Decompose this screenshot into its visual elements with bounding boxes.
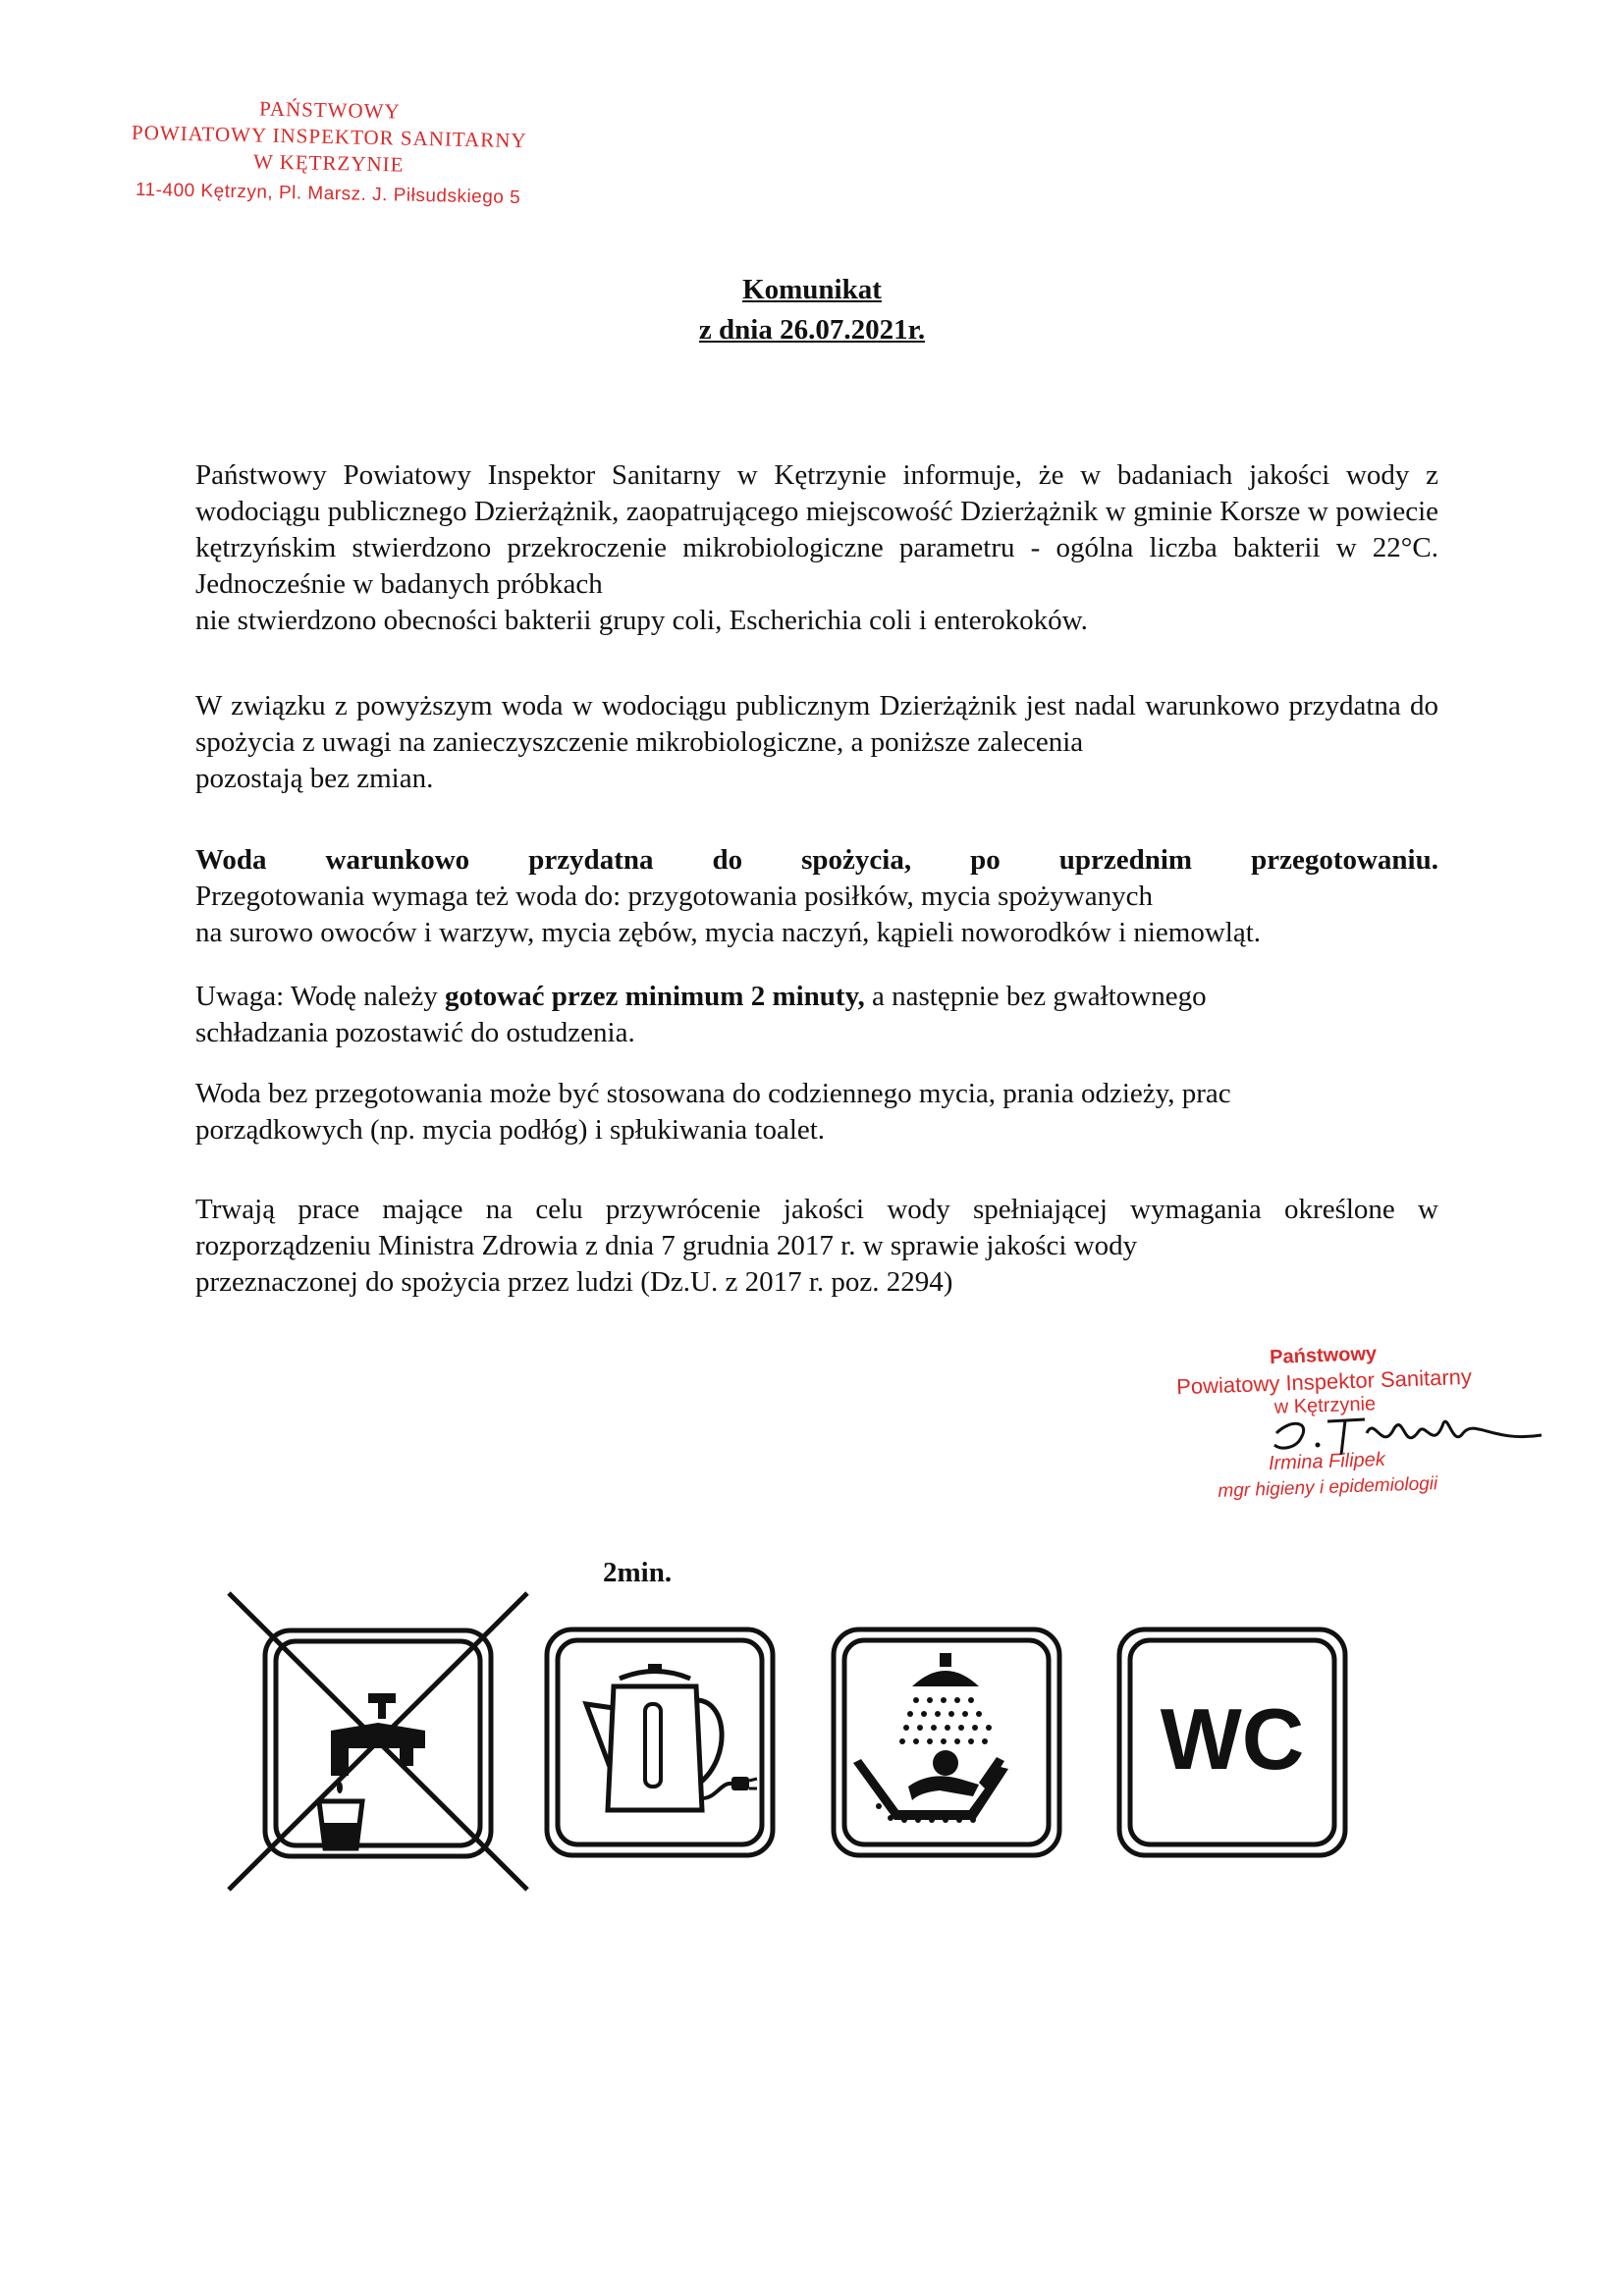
heading-word: do <box>712 844 743 876</box>
paragraph-warning <box>195 979 1438 1051</box>
paragraph-body: Przegotowania wymaga też woda do: przygotowania posiłków, mycia spożywanych <box>195 881 1153 912</box>
paragraph-body: Trwają prace mające na celu przywrócenie jakości wody spełniającej wymagania określone w rozporządzeniu Ministra Zdrowia z dnia 7 grudnia 2017 r. w sprawie jakości wody <box>195 1194 1438 1261</box>
stamp-line: POWIATOWY INSPEKTOR SANITARNY <box>131 120 527 153</box>
stamp-line: Powiatowy Inspektor Sanitarny <box>1175 1363 1473 1400</box>
stamp-address: 11-400 Kętrzyn, Pl. Marsz. J. Piłsudskiego 5 <box>135 179 521 209</box>
heading-word: przegotowaniu. <box>1251 844 1438 876</box>
heading-word: Woda <box>195 844 267 876</box>
wc-text: WC <box>1160 1690 1305 1788</box>
paragraph-ongoing-work <box>195 1192 1438 1301</box>
handwritten-signature <box>1257 1394 1551 1472</box>
warning-prefix: Uwaga: Wodę należy <box>195 981 446 1012</box>
heading-word: spożycia, <box>801 844 912 876</box>
boiling-heading <box>195 842 1438 879</box>
paragraph-body: Państwowy Powiatowy Inspektor Sanitarny w Kętrzynie informuje, że w badaniach jakości wody z wodociągu publicznego Dzierżążnik, zaopatrującego miejscowość Dzierżążnik w gminie Korsze w powiecie kętrzyńskim stwierdzono przekroczenie mikrobiologiczne parametru - ogólna liczba bakterii w 22°C. Jednocześnie w badanych próbkach <box>195 459 1438 600</box>
warning-bold: gotować przez minimum 2 minuty, <box>445 981 865 1012</box>
paragraph-boiling-requirement <box>195 842 1438 951</box>
paragraph-body: W związku z powyższym woda w wodociągu publicznym Dzierżążnik jest nadal warunkowo przydatna do spożycia z uwagi na zanieczyszczenie mikrobiologiczne, a poniższe zalecenia <box>195 690 1438 758</box>
signatory-name: Irmina Filipek <box>1268 1448 1386 1475</box>
paragraph-last-line: przeznaczonej do spożycia przez ludzi (Dz.U. z 2017 r. poz. 2294) <box>195 1266 953 1298</box>
no-tap-water-icon <box>221 1583 535 1897</box>
document-title: Komunikat <box>742 274 882 305</box>
paragraph-findings <box>195 457 1438 639</box>
heading-word: uprzednim <box>1058 844 1193 876</box>
stamp-line: Państwowy <box>1269 1343 1378 1368</box>
office-stamp <box>97 93 561 210</box>
paragraph-last-line: na surowo owoców i warzyw, mycia zębów, mycia naczyń, kąpieli noworodków i niemowląt. <box>195 917 1262 948</box>
document-date: z dnia 26.07.2021r. <box>698 314 926 346</box>
heading-word: po <box>970 844 1001 876</box>
paragraph-last-line: porządkowych (np. mycia podłóg) i spłukiwania toalet. <box>195 1114 826 1146</box>
wc-icon <box>1108 1610 1382 1885</box>
paragraph-unboiled-use <box>195 1076 1438 1148</box>
paragraph-status <box>195 688 1438 797</box>
stamp-line: W KĘTRZYNIE <box>252 149 405 177</box>
paragraph-last-line: pozostają bez zmian. <box>195 763 434 794</box>
stamp-line: PAŃSTWOWY <box>258 96 401 124</box>
paragraph-last-line: nie stwierdzono obecności bakterii grupy coli, Escherichia coli i enterokoków. <box>195 605 1088 636</box>
stamp-line: w Kętrzynie <box>1273 1393 1377 1418</box>
paragraph-last-line: schładzania pozostawić do ostudzenia. <box>195 1017 635 1048</box>
signatory-title: mgr higieny i epidemiologii <box>1218 1473 1438 1502</box>
warning-suffix: a następnie bez gwałtownego <box>864 981 1207 1012</box>
bathing-infant-icon <box>822 1610 1097 1885</box>
paragraph-body: Woda bez przegotowania może być stosowana do codziennego mycia, prania odzieży, prac <box>195 1078 1231 1109</box>
heading-word: warunkowo <box>325 844 470 876</box>
two-minutes-label: 2min. <box>603 1557 673 1588</box>
kettle-icon <box>535 1610 810 1885</box>
heading-word: przydatna <box>528 844 654 876</box>
